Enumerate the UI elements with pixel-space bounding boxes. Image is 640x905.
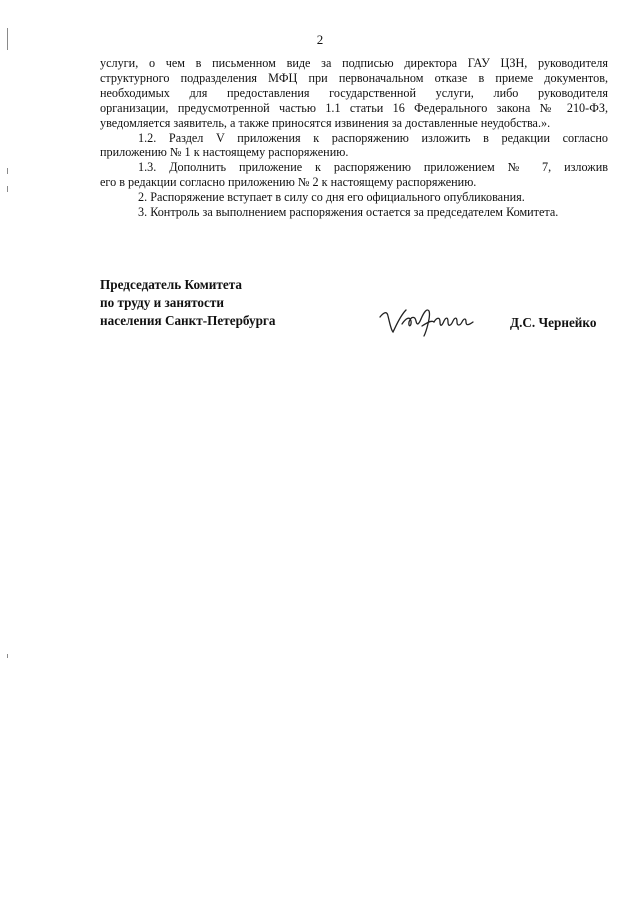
scan-mark xyxy=(7,168,8,174)
text-line: уведомляется заявитель, а также приносятся извинения за доставленные неудобства.». xyxy=(100,115,551,130)
signatory-title-line: Председатель Комитета xyxy=(100,277,242,292)
scan-mark xyxy=(7,186,8,192)
scan-mark xyxy=(7,28,8,50)
paragraph xyxy=(100,131,608,161)
handwritten-signature xyxy=(378,302,496,338)
paragraph xyxy=(100,160,608,190)
text-line: его в редакции согласно приложению № 2 к настоящему распоряжению. xyxy=(100,175,477,190)
signer-name: Д.С. Чернейко xyxy=(510,315,597,330)
text-line: 2. Распоряжение вступает в силу со дня его официального опубликования. xyxy=(138,190,525,205)
text-line: 1.2. Раздел V приложения к распоряжению изложить в редакции согласно xyxy=(138,130,608,145)
paragraph xyxy=(100,56,608,131)
paragraph xyxy=(100,205,608,220)
signatory-title xyxy=(100,276,276,330)
signatory-title-line: по труду и занятости xyxy=(100,295,224,310)
text-line: организации, предусмотренной частью 1.1 статьи 16 Федерального закона № 210-ФЗ, xyxy=(100,100,608,115)
text-line: приложению № 1 к настоящему распоряжению. xyxy=(100,145,349,160)
text-line: необходимых для предоставления государственной услуги, либо руководителя xyxy=(100,85,608,100)
text-line: услуги, о чем в письменном виде за подписью директора ГАУ ЦЗН, руководителя xyxy=(100,56,608,70)
text-line: 1.3. Дополнить приложение к распоряжению приложением № 7, изложив xyxy=(138,160,608,175)
scan-mark xyxy=(7,654,8,658)
text-line: структурного подразделения МФЦ при первоначальном отказе в приеме документов, xyxy=(100,70,608,85)
text-line: 3. Контроль за выполнением распоряжения остается за председателем Комитета. xyxy=(138,205,559,220)
document-body xyxy=(100,56,608,220)
signatory-title-line: населения Санкт-Петербурга xyxy=(100,313,276,328)
paragraph xyxy=(100,190,608,205)
page-number: 2 xyxy=(316,32,324,47)
